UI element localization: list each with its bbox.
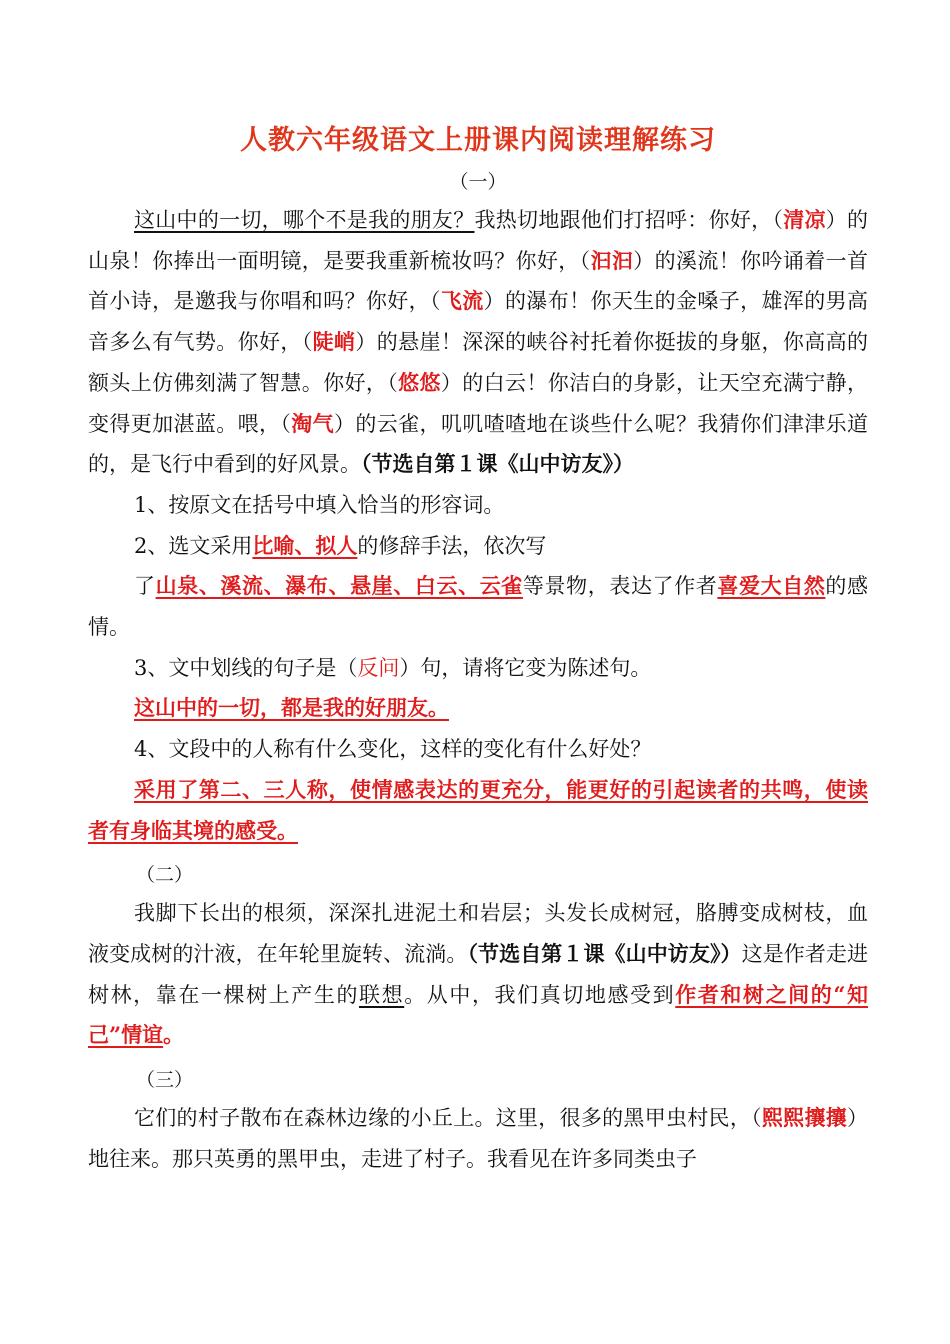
answer-blank-1: 清凉 [783,207,826,232]
question-4-answer: 采用了第二、三人称，使情感表达的更充分，能更好的引起读者的共鸣，使读者有身临其境的感受。 [88,776,868,843]
section-1-label: （一） [449,171,507,193]
section-1-passage: 这山中的一切，哪个不是我的朋友？我热切地跟他们打招呼：你好，（清凉）的山泉！你捧出一面明镜，是要我重新梳妆吗？你好，（汩汩）的溪流！你吟诵着一首首小诗，是邀我与你唱和吗？你好，（飞流）的瀑布！你天生的金嗓子，雄浑的男高音多么有气势。你好，（陡峭）的悬崖！深深的峡谷衬托着你挺拔的身躯，你高高的额头上仿佛刻满了智慧。你好，（悠悠）的白云！你洁白的身影，让天空充满宁静，变得更加湛蓝。喂，（淘气）的云雀，叽叽喳喳地在谈些什么呢？我猜你们津津乐道的，是飞行中看到的好风景。（节选自第１课《山中访友》） [88,207,869,477]
answer-bustling: 熙熙攘攘 [761,1105,848,1131]
section-3-passage: 它们的村子散布在森林边缘的小丘上。这里，很多的黑甲虫村民，（熙熙攘攘）地往来。那只英勇的黑甲虫，走进了村子。我看见在许多同类虫子 [88,1105,869,1171]
answer-association: 联想 [359,982,405,1007]
section-2-passage: 我脚下长出的根须，深深扎进泥土和岩层；头发长成树冠，胳膊变成树枝，血液变成树的汁液，在年轮里旋转、流淌。（节选自第１课《山中访友》）这是作者走进树林，靠在一棵树上产生的联想。从中，我们真切地感受到作者和树之间的“知己”情谊。 [88,901,869,1048]
source-note: （节选自第１课《山中访友》） [361,451,634,477]
page-title: 人教六年级语文上册课内阅读理解练习 [240,125,716,156]
answer-sentence-type: 反问 [357,655,400,680]
question-3-answer: 这山中的一切，都是我的好朋友。 [134,695,449,721]
question-4: 4、文段中的人称有什么变化，这样的变化有什么好处？ [134,737,652,762]
question-2: 2、选文采用比喻、拟人的修辞手法，依次写 [134,532,547,558]
answer-blank-3: 飞流 [440,288,484,314]
answer-scenery: 山泉、溪流、瀑布、悬崖、白云、云雀 [155,573,523,599]
answer-blank-5: 悠悠 [398,369,441,395]
answer-friendship: 作者和树之间的“知己”情谊 [88,981,868,1048]
question-1: 1、按原文在括号中填入恰当的形容词。 [134,492,505,517]
document-page [88,118,868,1179]
answer-feeling: 喜爱大自然 [717,573,826,599]
section-3-label: （三） [136,1069,194,1092]
section-2-label: （二） [136,864,194,887]
question-2-cont: 了山泉、溪流、瀑布、悬崖、白云、云雀等景物，表达了作者喜爱大自然的感情。 [88,573,869,640]
answer-rhetoric: 比喻、拟人 [252,532,358,558]
answer-blank-2: 汩汩 [590,247,634,273]
answer-blank-6: 淘气 [291,410,334,436]
source-note: （节选自第１课《山中访友》） [467,940,742,966]
underlined-sentence: 这山中的一切，哪个不是我的朋友？ [134,208,475,232]
question-3: 3、文中划线的句子是（反问）句，请将它变为陈述句。 [134,655,652,680]
answer-blank-4: 陡峭 [312,329,356,355]
